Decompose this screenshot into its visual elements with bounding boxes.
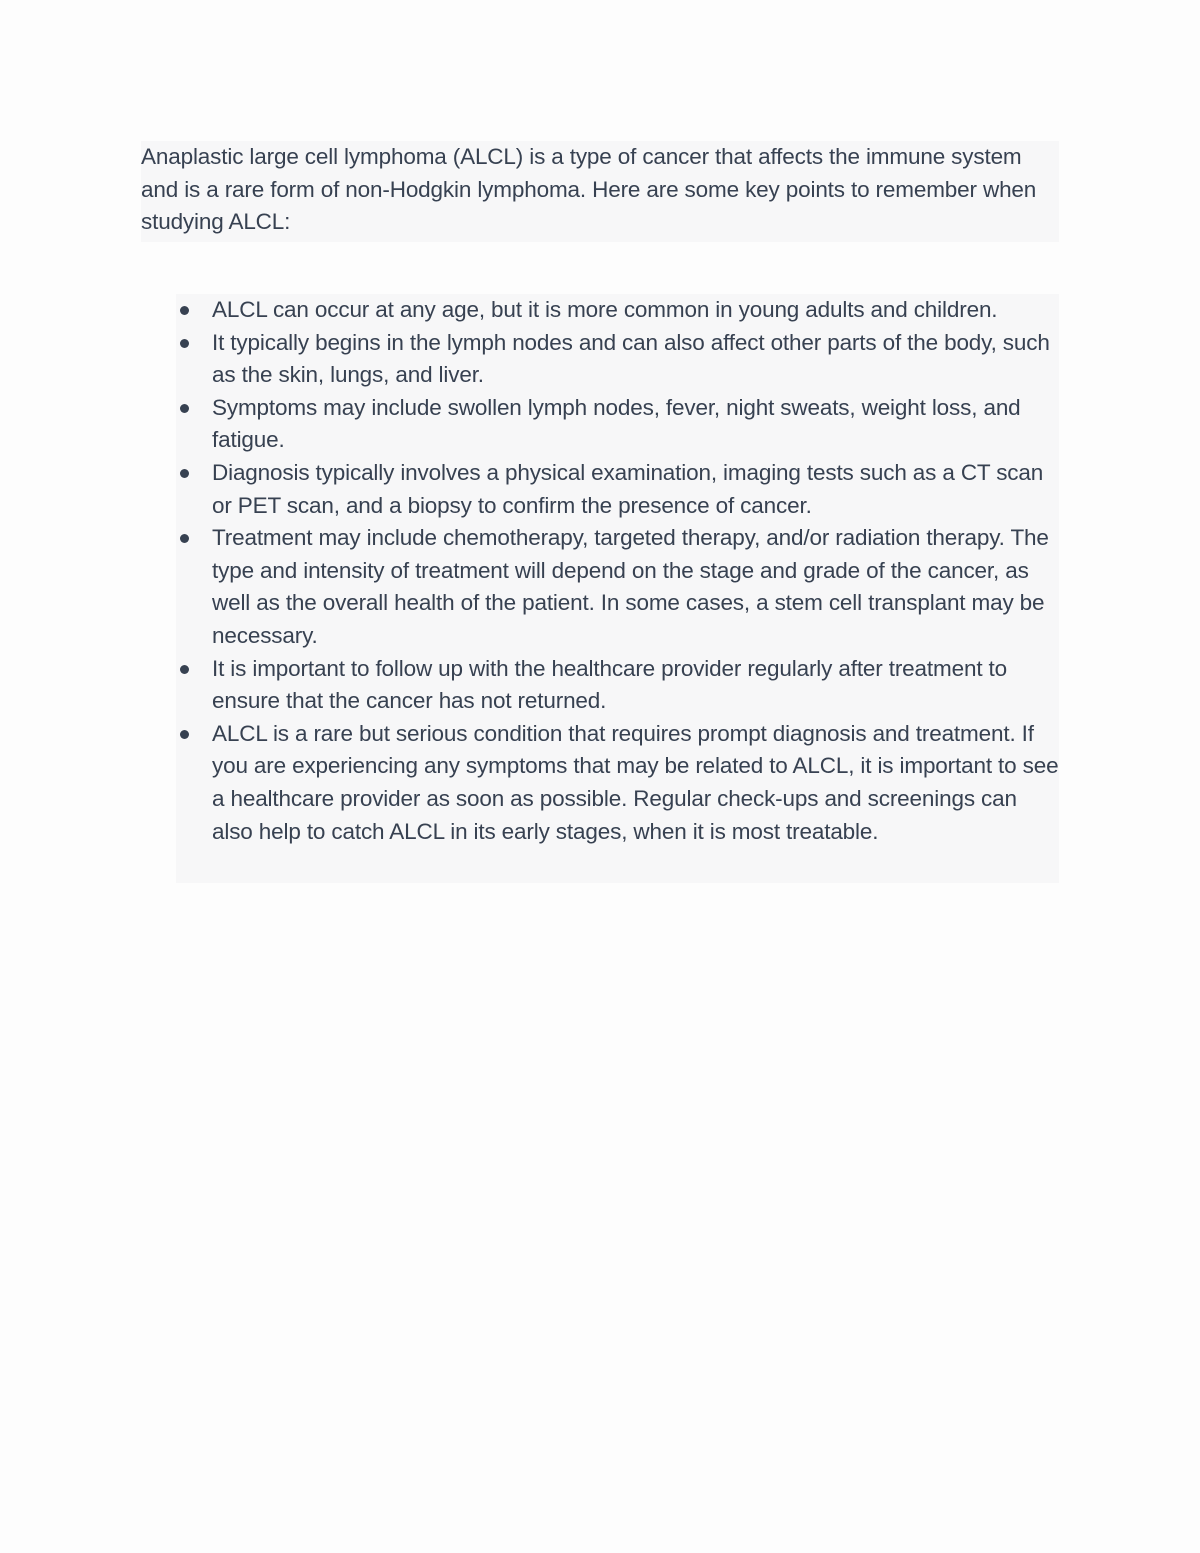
list-item-text: ALCL is a rare but serious condition that requires prompt diagnosis and treatment. If you are experiencing any symptoms that may be related to ALCL, it is important to see a healthcare provider as soon as possible. Regular check-ups and screenings can also help to catch ALCL in its early stages, when it is most treatable. — [212, 720, 1059, 844]
list-item-text: Treatment may include chemotherapy, targeted therapy, and/or radiation therapy. The type and intensity of treatment will depend on the stage and grade of the cancer, as well as the overall health of the patient. In some cases, a stem cell transplant may be necessary. — [212, 525, 1049, 648]
list-item-text: Symptoms may include swollen lymph nodes, fever, night sweats, weight loss, and fatigue. — [212, 394, 1021, 453]
list-item — [176, 392, 1059, 457]
list-item-text: It is important to follow up with the healthcare provider regularly after treatment to ensure that the cancer has not returned. — [212, 655, 1007, 714]
list-item — [176, 718, 1059, 848]
list-item — [176, 294, 1059, 327]
list-item-text: Diagnosis typically involves a physical examination, imaging tests such as a CT scan or PET scan, and a biopsy to confirm the presence of cancer. — [212, 459, 1044, 518]
list-item — [176, 522, 1059, 652]
intro-paragraph: Anaplastic large cell lymphoma (ALCL) is a type of cancer that affects the immune system and is a rare form of non-Hodgkin lymphoma. Here are some key points to remember when studying ALCL: — [141, 144, 1037, 235]
bullet-icon — [180, 665, 189, 674]
list-item — [176, 653, 1059, 718]
bullet-icon — [180, 730, 189, 739]
list-item-text: It typically begins in the lymph nodes and can also affect other parts of the body, such as the skin, lungs, and liver. — [212, 329, 1050, 388]
bullet-icon — [180, 534, 189, 543]
bullet-icon — [180, 404, 189, 413]
key-points-block — [176, 294, 1059, 883]
bullet-icon — [180, 469, 189, 478]
bullet-icon — [180, 306, 189, 315]
intro-block — [141, 141, 1059, 242]
bullet-icon — [180, 339, 189, 348]
list-item — [176, 327, 1059, 392]
list-item — [176, 457, 1059, 522]
list-item-text: ALCL can occur at any age, but it is more common in young adults and children. — [212, 297, 998, 322]
key-points-list — [176, 294, 1059, 848]
